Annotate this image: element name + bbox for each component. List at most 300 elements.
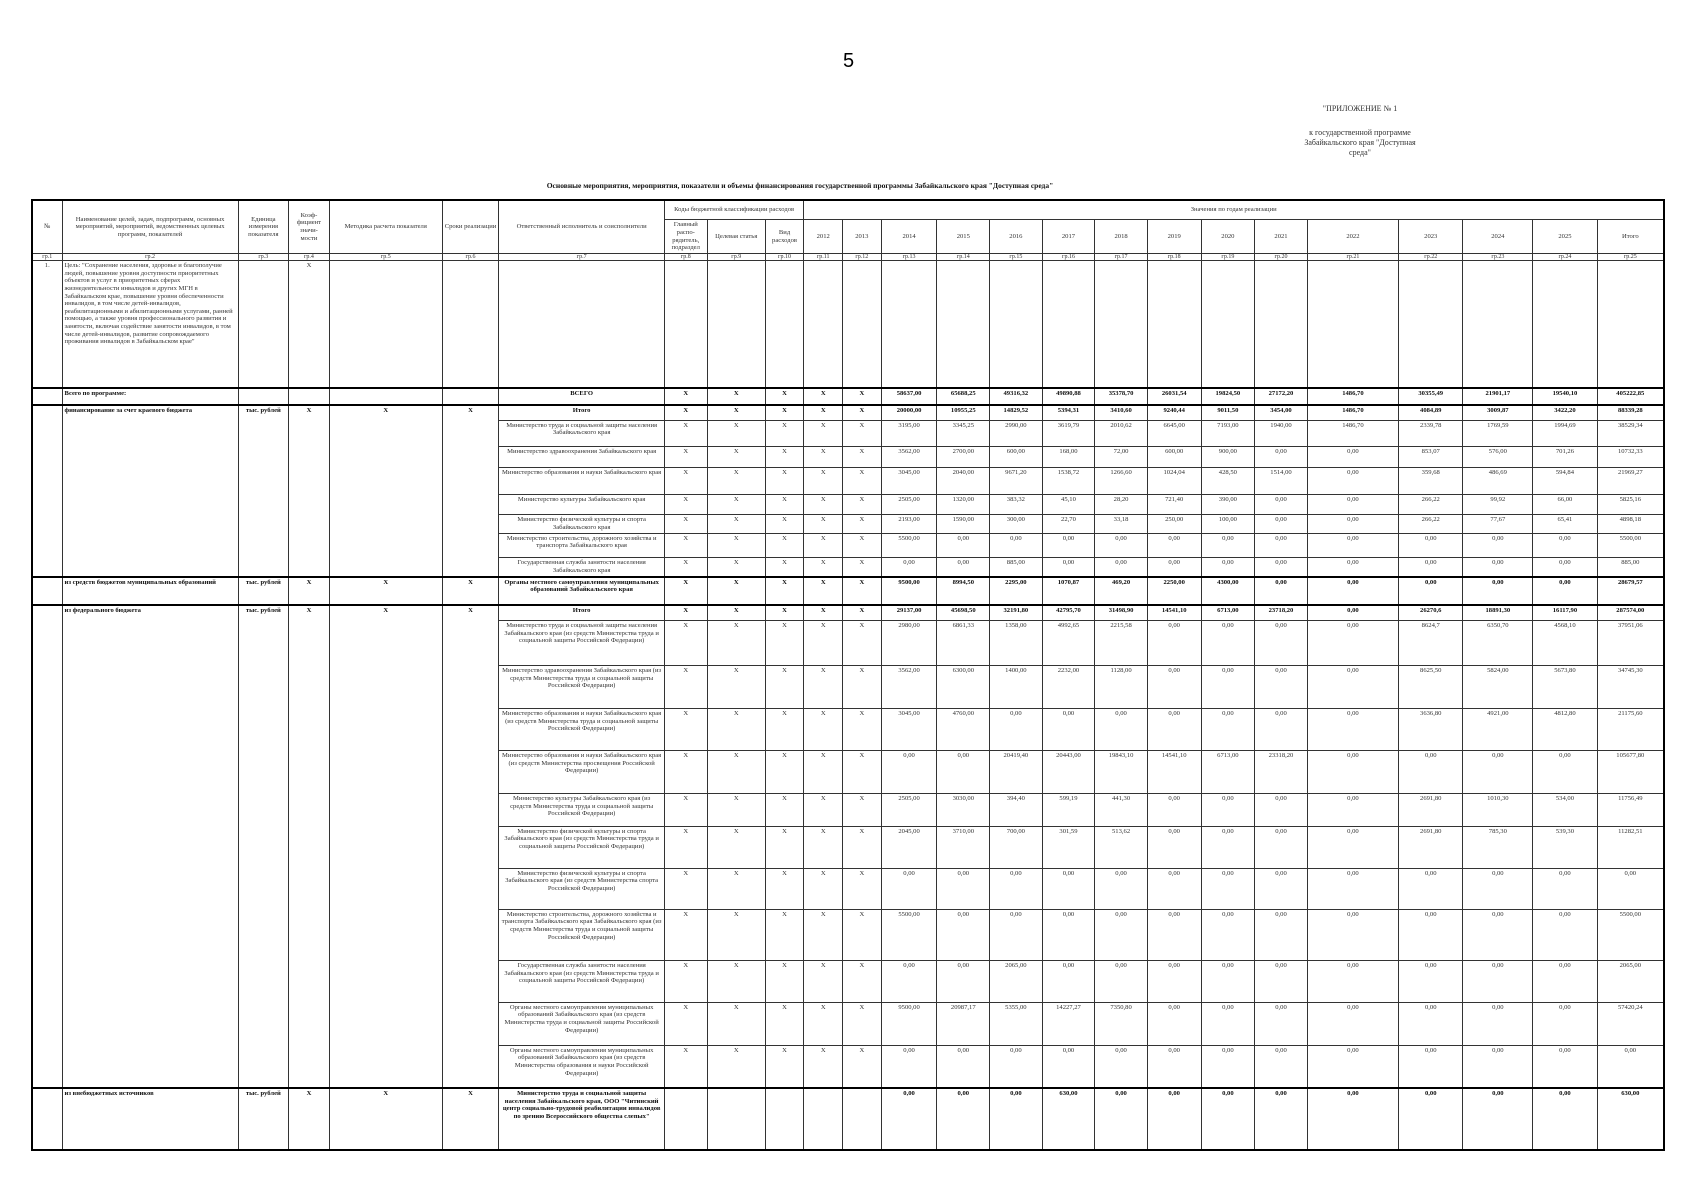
value-cell: 8624,7	[1399, 621, 1463, 666]
value-cell: 1400,00	[990, 666, 1043, 709]
value-cell: 0,00	[1042, 868, 1095, 909]
value-cell: 885,00	[990, 558, 1043, 577]
value-cell: 0,00	[937, 1045, 990, 1088]
value-cell: 0,00	[937, 960, 990, 1002]
column-number: гр.6	[442, 254, 499, 261]
value-cell: 0,00	[1201, 794, 1255, 827]
value-cell: 20443,00	[1042, 751, 1095, 794]
code-cell: Х	[707, 420, 765, 447]
value-cell: 35378,70	[1095, 388, 1148, 405]
value-cell: 1769,59	[1463, 420, 1533, 447]
value-cell: 0,00	[1201, 558, 1255, 577]
code-cell: Х	[765, 909, 804, 960]
value-cell: 721,40	[1147, 494, 1201, 514]
value-cell: 0,00	[1255, 909, 1308, 960]
value-cell: 0,00	[1307, 514, 1398, 533]
value-cell: 0,00	[1255, 868, 1308, 909]
empty-cell	[32, 388, 62, 405]
column-number: гр.8	[664, 254, 707, 261]
value-cell: 4992,65	[1042, 621, 1095, 666]
value-cell: Х	[804, 605, 843, 620]
header-year: 2020	[1201, 219, 1255, 253]
header-year: 2012	[804, 219, 843, 253]
value-cell: 1266,60	[1095, 467, 1148, 494]
value-cell: Х	[804, 621, 843, 666]
value-cell: 65688,25	[937, 388, 990, 405]
value-cell: 21901,17	[1463, 388, 1533, 405]
empty-cell	[664, 261, 707, 388]
value-cell: 0,00	[1255, 577, 1308, 606]
value-cell: Х	[804, 826, 843, 868]
regional-label: финансирование за счет краевого бюджета	[62, 405, 238, 577]
value-cell: 0,00	[1399, 1002, 1463, 1045]
empty-cell	[1042, 261, 1095, 388]
value-cell: 0,00	[1307, 868, 1398, 909]
value-cell: 1024,04	[1147, 467, 1201, 494]
code-cell: Х	[765, 960, 804, 1002]
code-cell: Х	[664, 558, 707, 577]
value-cell: 3562,00	[881, 447, 937, 467]
value-cell: 4812,80	[1533, 709, 1597, 751]
column-number: гр.10	[765, 254, 804, 261]
federal-terms: Х	[442, 605, 499, 1088]
value-cell: 0,00	[1463, 1045, 1533, 1088]
code-cell: Х	[707, 494, 765, 514]
executor-name: Государственная служба занятости населения Забайкальского края (из средств Министерства труда и социальной защиты Российской Федерации)	[499, 960, 664, 1002]
empty-cell	[32, 405, 62, 577]
value-cell: 4084,89	[1399, 405, 1463, 420]
code-cell: Х	[765, 1002, 804, 1045]
empty-cell	[329, 388, 442, 405]
header-bcc-sub: Главный распо- рядитель, подраздел	[664, 219, 707, 253]
code-cell: Х	[707, 909, 765, 960]
empty-cell	[32, 605, 62, 1088]
value-cell: Х	[843, 794, 882, 827]
value-cell: 0,00	[1147, 960, 1201, 1002]
value-cell: Х	[843, 1002, 882, 1045]
header-num: №	[32, 200, 62, 254]
header-method: Методика расчета показателя	[329, 200, 442, 254]
executor-name: Государственная служба занятости населения Забайкальского края	[499, 558, 664, 577]
empty-cell	[1597, 261, 1664, 388]
empty-cell	[442, 261, 499, 388]
value-cell: Х	[843, 666, 882, 709]
value-cell: 14227,27	[1042, 1002, 1095, 1045]
value-cell: 11282,51	[1597, 826, 1664, 868]
header-year: 2022	[1307, 219, 1398, 253]
value-cell: 0,00	[1147, 909, 1201, 960]
executor-name: Министерство строительства, дорожного хозяйства и транспорта Забайкальского края	[499, 533, 664, 558]
value-cell: 42795,70	[1042, 605, 1095, 620]
value-cell: 3636,80	[1399, 709, 1463, 751]
value-cell: 600,00	[990, 447, 1043, 467]
value-cell: 441,30	[1095, 794, 1148, 827]
value-cell: 3410,60	[1095, 405, 1148, 420]
code-cell: Х	[707, 577, 765, 606]
code-cell: Х	[664, 420, 707, 447]
column-number: гр.9	[707, 254, 765, 261]
value-cell: Х	[843, 909, 882, 960]
code-cell: Х	[664, 1045, 707, 1088]
code-cell: Х	[765, 514, 804, 533]
value-cell: Х	[804, 467, 843, 494]
value-cell: 0,00	[1255, 1088, 1308, 1150]
value-cell: 383,32	[990, 494, 1043, 514]
value-cell: 72,00	[1095, 447, 1148, 467]
value-cell: 18891,30	[1463, 605, 1533, 620]
value-cell: 19540,10	[1533, 388, 1597, 405]
value-cell: 0,00	[1307, 447, 1398, 467]
value-cell: 9240,44	[1147, 405, 1201, 420]
executor-name: Органы местного самоуправления муниципальных образований Забайкальского края (из средств Министерства образования и науки Российской Федерации)	[499, 1045, 664, 1088]
value-cell: 168,00	[1042, 447, 1095, 467]
value-cell: 0,00	[1147, 533, 1201, 558]
value-cell: 5500,00	[1597, 533, 1664, 558]
empty-cell	[32, 577, 62, 606]
value-cell: 0,00	[881, 960, 937, 1002]
value-cell: 0,00	[1399, 1088, 1463, 1150]
value-cell: 0,00	[1201, 909, 1255, 960]
code-cell: Х	[664, 666, 707, 709]
header-name: Наименование целей, задач, подпрограмм, основных мероприятий, мероприятий, ведомственных целевых программ, показателей	[62, 200, 238, 254]
value-cell: 0,00	[1463, 1002, 1533, 1045]
empty-cell	[238, 261, 288, 388]
value-cell: 0,00	[990, 909, 1043, 960]
empty-cell	[1463, 261, 1533, 388]
total-row	[32, 388, 1664, 405]
value-cell: 513,62	[1095, 826, 1148, 868]
value-cell: 0,00	[1042, 1045, 1095, 1088]
value-cell: 3619,79	[1042, 420, 1095, 447]
column-number: гр.25	[1597, 254, 1664, 261]
value-cell: 1486,70	[1307, 420, 1398, 447]
code-cell	[664, 1088, 707, 1150]
value-cell: 0,00	[1255, 558, 1308, 577]
code-cell: Х	[707, 558, 765, 577]
federal-subtotal-executor: Итого	[499, 605, 664, 620]
executor-name: Министерство здравоохранения Забайкальского края (из средств Министерства труда и социальной защиты Российской Федерации)	[499, 666, 664, 709]
column-number: гр.20	[1255, 254, 1308, 261]
value-cell: 0,00	[1095, 960, 1148, 1002]
value-cell: 0,00	[1307, 494, 1398, 514]
value-cell: 0,00	[1201, 1088, 1255, 1150]
header-bcc-sub: Целевая статья	[707, 219, 765, 253]
value-cell: 0,00	[1201, 826, 1255, 868]
code-cell: Х	[664, 909, 707, 960]
column-number: гр.12	[843, 254, 882, 261]
code-cell: Х	[707, 709, 765, 751]
value-cell: 3345,25	[937, 420, 990, 447]
column-number: гр.15	[990, 254, 1043, 261]
header-coef: Коэф- фициент значи- мости	[289, 200, 330, 254]
value-cell: 599,19	[1042, 794, 1095, 827]
value-cell: 0,00	[1201, 868, 1255, 909]
value-cell: 0,00	[1307, 533, 1398, 558]
value-cell: 2980,00	[881, 621, 937, 666]
value-cell: 0,00	[1147, 621, 1201, 666]
code-cell: Х	[765, 533, 804, 558]
value-cell: Х	[804, 709, 843, 751]
value-cell: 0,00	[1533, 1088, 1597, 1150]
value-cell: Х	[804, 666, 843, 709]
value-cell: 0,00	[1463, 577, 1533, 606]
column-number: гр.1	[32, 254, 62, 261]
municipal-label: из средств бюджетов муниципальных образований	[62, 577, 238, 606]
value-cell: 0,00	[1095, 868, 1148, 909]
code-cell: Х	[765, 868, 804, 909]
code-cell: Х	[664, 467, 707, 494]
value-cell: 0,00	[1095, 558, 1148, 577]
value-cell: 14541,10	[1147, 605, 1201, 620]
executor-name: Министерство культуры Забайкальского края (из средств Министерства труда и социальной защиты Российской Федерации)	[499, 794, 664, 827]
column-number: гр.18	[1147, 254, 1201, 261]
code-cell: Х	[707, 621, 765, 666]
executor-name: Министерство труда и социальной защиты населения Забайкальского края (из средств Министерства труда и социальной защиты Российской Федерации)	[499, 621, 664, 666]
appendix-title: "ПРИЛОЖЕНИЕ № 1	[1322, 104, 1398, 113]
value-cell: 2045,00	[881, 826, 937, 868]
value-cell: 2505,00	[881, 794, 937, 827]
value-cell: 0,00	[937, 533, 990, 558]
value-cell: Х	[804, 751, 843, 794]
code-cell: Х	[664, 868, 707, 909]
value-cell: Х	[843, 868, 882, 909]
value-cell: 0,00	[1533, 960, 1597, 1002]
value-cell: 23318,20	[1255, 751, 1308, 794]
value-cell: 1486,70	[1307, 388, 1398, 405]
code-cell: Х	[707, 1002, 765, 1045]
value-cell: 0,00	[1597, 868, 1664, 909]
federal-method: Х	[329, 605, 442, 1088]
empty-cell	[1399, 261, 1463, 388]
value-cell: 594,84	[1533, 467, 1597, 494]
code-cell: Х	[765, 447, 804, 467]
value-cell: 6713,00	[1201, 751, 1255, 794]
code-cell: Х	[707, 388, 765, 405]
code-cell: Х	[707, 605, 765, 620]
column-number: гр.7	[499, 254, 664, 261]
value-cell: 2215,58	[1095, 621, 1148, 666]
empty-cell	[499, 261, 664, 388]
value-cell: 0,00	[1597, 1045, 1664, 1088]
executor-name: Министерство культуры Забайкальского края	[499, 494, 664, 514]
municipal-terms: Х	[442, 577, 499, 606]
regional-coef: Х	[289, 405, 330, 577]
municipal-coef: Х	[289, 577, 330, 606]
value-cell: 0,00	[1042, 533, 1095, 558]
value-cell: 0,00	[1533, 533, 1597, 558]
code-cell: Х	[664, 605, 707, 620]
value-cell: 0,00	[1201, 1045, 1255, 1088]
total-label: Всего по программе:	[62, 388, 238, 405]
document-title: Основные мероприятия, мероприятия, показатели и объемы финансирования государственной программы Забайкальского края "Доступная среда"	[546, 181, 1054, 190]
code-cell: Х	[765, 794, 804, 827]
goal-row	[32, 261, 1664, 388]
value-cell: 27172,20	[1255, 388, 1308, 405]
municipal-executor: Органы местного самоуправления муниципальных образований Забайкальского края	[499, 577, 664, 606]
code-cell: Х	[664, 533, 707, 558]
column-number: гр.2	[62, 254, 238, 261]
value-cell: 1320,00	[937, 494, 990, 514]
code-cell: Х	[765, 558, 804, 577]
value-cell: 19843,10	[1095, 751, 1148, 794]
value-cell: 0,00	[1463, 558, 1533, 577]
value-cell: 28,20	[1095, 494, 1148, 514]
value-cell: 0,00	[1255, 709, 1308, 751]
code-cell: Х	[664, 388, 707, 405]
value-cell: 100,00	[1201, 514, 1255, 533]
value-cell: 2700,00	[937, 447, 990, 467]
goal-coef: Х	[289, 261, 330, 388]
column-number: гр.17	[1095, 254, 1148, 261]
value-cell: Х	[843, 514, 882, 533]
value-cell: Х	[843, 420, 882, 447]
value-cell: 11756,49	[1597, 794, 1664, 827]
code-cell: Х	[765, 577, 804, 606]
value-cell: 0,00	[1201, 666, 1255, 709]
value-cell: 10732,33	[1597, 447, 1664, 467]
code-cell: Х	[707, 960, 765, 1002]
column-number: гр.24	[1533, 254, 1597, 261]
value-cell: 1486,70	[1307, 405, 1398, 420]
value-cell: 539,30	[1533, 826, 1597, 868]
value-cell: 359,68	[1399, 467, 1463, 494]
value-cell: 0,00	[1463, 868, 1533, 909]
value-cell: 0,00	[1399, 960, 1463, 1002]
value-cell: Х	[804, 388, 843, 405]
value-cell: 0,00	[1307, 558, 1398, 577]
value-cell: 8625,50	[1399, 666, 1463, 709]
value-cell: 7193,00	[1201, 420, 1255, 447]
value-cell: 3045,00	[881, 709, 937, 751]
value-cell: 266,22	[1399, 514, 1463, 533]
value-cell: 1128,00	[1095, 666, 1148, 709]
value-cell: Х	[843, 826, 882, 868]
value-cell: 2040,00	[937, 467, 990, 494]
value-cell: 66,00	[1533, 494, 1597, 514]
value-cell: 3009,87	[1463, 405, 1533, 420]
value-cell: Х	[804, 1045, 843, 1088]
value-cell: 45698,50	[937, 605, 990, 620]
value-cell: 0,00	[1307, 709, 1398, 751]
header-bcc-sub: Вид расходов	[765, 219, 804, 253]
code-cell: Х	[664, 751, 707, 794]
value-cell: 30355,49	[1399, 388, 1463, 405]
regional-method: Х	[329, 405, 442, 577]
value-cell: 88339,28	[1597, 405, 1664, 420]
value-cell: 0,00	[881, 1088, 937, 1150]
column-number: гр.23	[1463, 254, 1533, 261]
code-cell: Х	[707, 666, 765, 709]
value-cell: 0,00	[1533, 558, 1597, 577]
value-cell: 0,00	[1095, 1045, 1148, 1088]
value-cell: 785,30	[1463, 826, 1533, 868]
value-cell: Х	[804, 577, 843, 606]
extrabudget-executor: Министерство труда и социальной защиты населения Забайкальского края, ООО "Читинский центр социально-трудовой реабилитации инвалидов по зрению Всероссийского общества слепых"	[499, 1088, 664, 1150]
value-cell: 0,00	[1042, 960, 1095, 1002]
value-cell: 700,00	[990, 826, 1043, 868]
value-cell: 5355,00	[990, 1002, 1043, 1045]
code-cell: Х	[765, 826, 804, 868]
value-cell: 65,41	[1533, 514, 1597, 533]
value-cell: Х	[843, 447, 882, 467]
municipal-row	[32, 577, 1664, 606]
code-cell: Х	[765, 621, 804, 666]
value-cell: 21175,60	[1597, 709, 1664, 751]
value-cell: 0,00	[1307, 605, 1398, 620]
value-cell: 0,00	[1533, 751, 1597, 794]
column-numbers-row	[32, 254, 1664, 261]
value-cell: 1358,00	[990, 621, 1043, 666]
value-cell: 5394,31	[1042, 405, 1095, 420]
empty-cell	[238, 388, 288, 405]
value-cell: 0,00	[1307, 621, 1398, 666]
value-cell: 22,70	[1042, 514, 1095, 533]
value-cell: 5825,16	[1597, 494, 1664, 514]
value-cell: 0,00	[1147, 709, 1201, 751]
code-cell: Х	[707, 826, 765, 868]
code-cell: Х	[765, 405, 804, 420]
value-cell: 0,00	[1399, 533, 1463, 558]
code-cell: Х	[707, 794, 765, 827]
value-cell: 14541,10	[1147, 751, 1201, 794]
municipal-method: Х	[329, 577, 442, 606]
value-cell: 3454,00	[1255, 405, 1308, 420]
value-cell: 266,22	[1399, 494, 1463, 514]
regional-unit: тыс. рублей	[238, 405, 288, 577]
header-terms: Сроки реализации	[442, 200, 499, 254]
value-cell: 1514,00	[1255, 467, 1308, 494]
value-cell: 0,00	[1533, 868, 1597, 909]
value-cell: 38529,34	[1597, 420, 1664, 447]
value-cell: 57420,24	[1597, 1002, 1664, 1045]
federal-subtotal-row	[32, 605, 1664, 620]
value-cell: 0,00	[1201, 960, 1255, 1002]
value-cell: 0,00	[1095, 533, 1148, 558]
value-cell: 428,50	[1201, 467, 1255, 494]
code-cell: Х	[707, 447, 765, 467]
page-number: 5	[842, 50, 855, 72]
executor-name: Министерство образования и науки Забайкальского края (из средств Министерства просвещения Российской Федерации)	[499, 751, 664, 794]
value-cell: 0,00	[1042, 909, 1095, 960]
code-cell	[765, 1088, 804, 1150]
code-cell: Х	[664, 447, 707, 467]
code-cell	[707, 1088, 765, 1150]
value-cell: 2295,00	[990, 577, 1043, 606]
value-cell: 3562,00	[881, 666, 937, 709]
value-cell: 0,00	[1255, 960, 1308, 1002]
value-cell: 0,00	[1255, 514, 1308, 533]
empty-cell	[442, 388, 499, 405]
value-cell: 28679,57	[1597, 577, 1664, 606]
header-year: 2014	[881, 219, 937, 253]
value-cell	[804, 1088, 843, 1150]
empty-cell	[1201, 261, 1255, 388]
value-cell: Х	[804, 447, 843, 467]
value-cell: 16117,90	[1533, 605, 1597, 620]
value-cell: 630,00	[1042, 1088, 1095, 1150]
value-cell: 469,20	[1095, 577, 1148, 606]
value-cell: 1590,00	[937, 514, 990, 533]
column-number: гр.4	[289, 254, 330, 261]
code-cell: Х	[707, 533, 765, 558]
value-cell: Х	[843, 960, 882, 1002]
value-cell: 6350,70	[1463, 621, 1533, 666]
value-cell: Х	[843, 467, 882, 494]
extrabudget-row	[32, 1088, 1664, 1150]
value-cell: 33,18	[1095, 514, 1148, 533]
value-cell: 2193,00	[881, 514, 937, 533]
value-cell: 105677,80	[1597, 751, 1664, 794]
